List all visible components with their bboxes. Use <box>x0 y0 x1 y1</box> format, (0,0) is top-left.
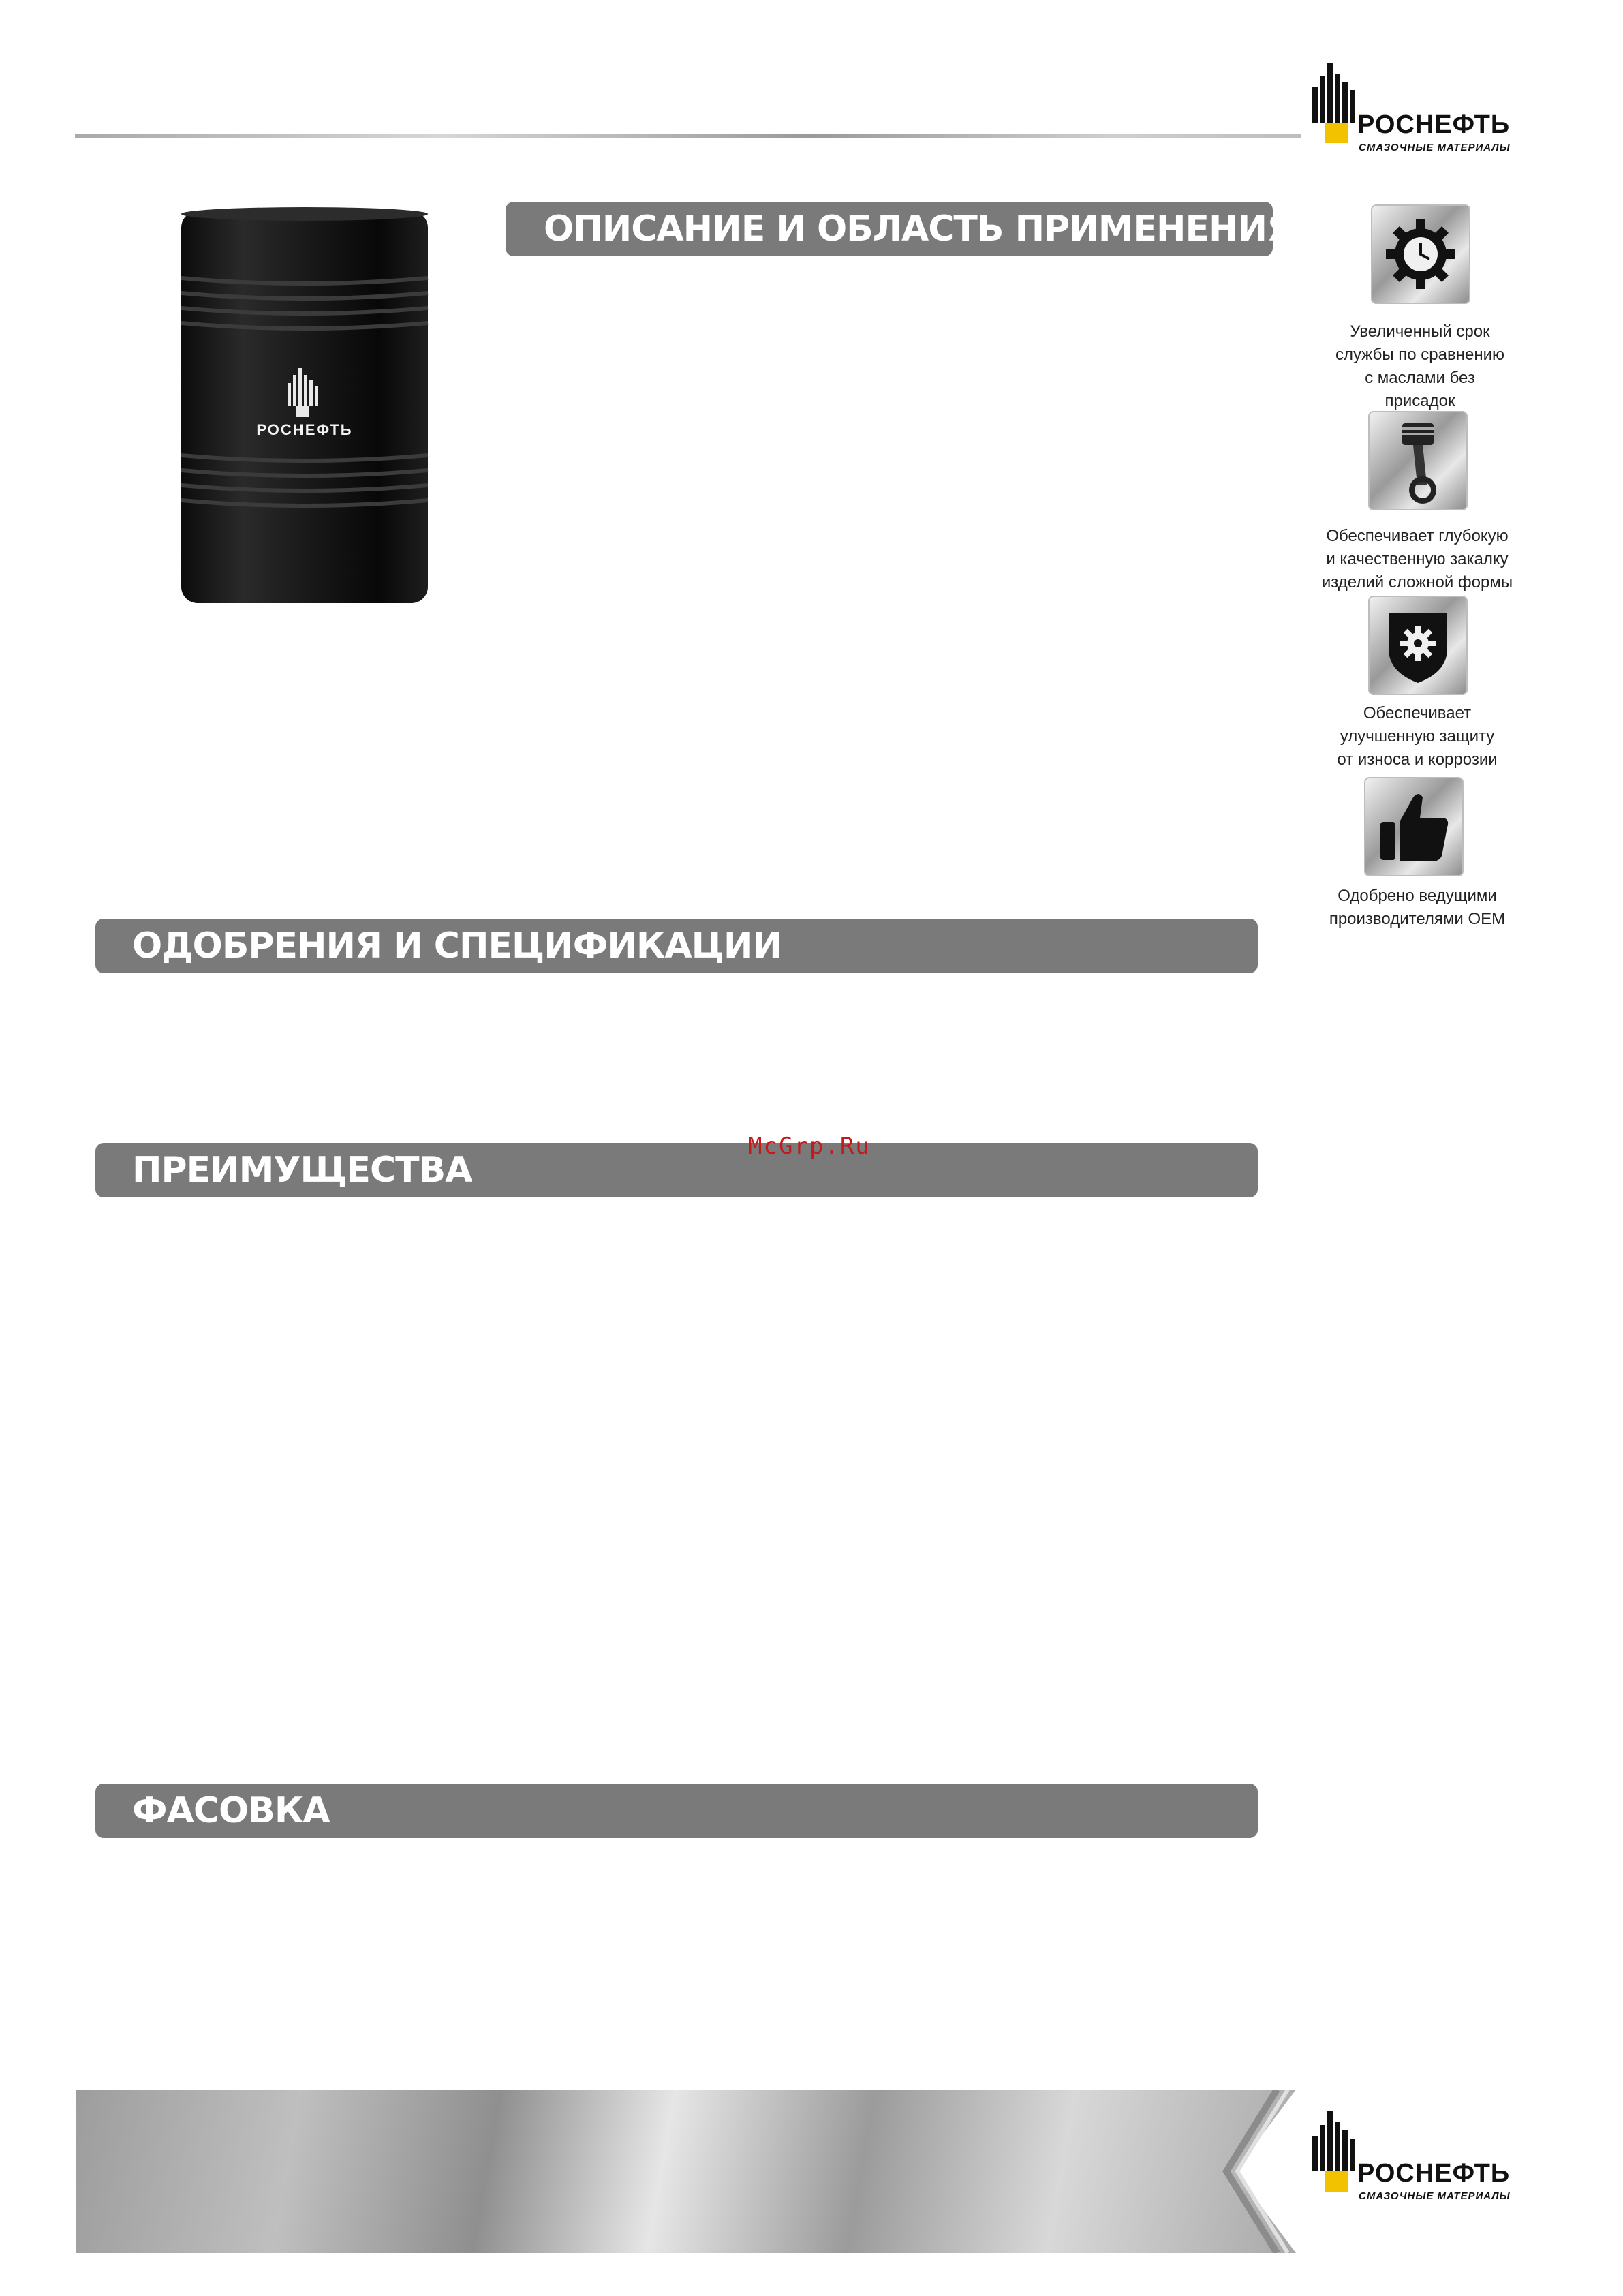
barrel-image <box>179 204 431 610</box>
header-logo <box>1310 59 1555 161</box>
feature-text-1: Увеличенный срок службы по сравнению с маслами без присадок <box>1335 322 1504 410</box>
logo-subtitle: СМАЗОЧНЫЕ МАТЕРИАЛЫ <box>1359 142 1511 153</box>
section-description-title: ОПИСАНИЕ И ОБЛАСТЬ ПРИМЕНЕНИЯ <box>506 202 1273 256</box>
piston-icon <box>1368 411 1468 510</box>
section-packaging-title: ФАСОВКА <box>95 1784 1258 1838</box>
section-advantages-title: ПРЕИМУЩЕСТВА <box>95 1143 1258 1197</box>
section-approvals-title: ОДОБРЕНИЯ И СПЕЦИФИКАЦИИ <box>95 919 1258 973</box>
gear-clock-icon <box>1371 204 1470 304</box>
rosneft-emblem-icon <box>1310 59 1364 147</box>
footer-logo-brand: РОСНЕФТЬ <box>1357 2159 1511 2188</box>
shield-gear-icon <box>1368 596 1468 695</box>
feature-text-3: Обеспечивает улучшенную защиту от износа и коррозии <box>1337 704 1498 769</box>
footer-band <box>76 2090 1296 2253</box>
logo-brand: РОСНЕФТЬ <box>1357 110 1511 139</box>
feature-text-2: Обеспечивает глубокую и качественную закалку изделий сложной формы <box>1321 527 1513 592</box>
footer-logo-subtitle: СМАЗОЧНЫЕ МАТЕРИАЛЫ <box>1359 2190 1511 2202</box>
footer-logo <box>1310 2107 1555 2209</box>
feature-text-4: Одобрено ведущими производителями OEM <box>1329 887 1506 928</box>
barrel-label: РОСНЕФТЬ <box>256 421 353 438</box>
rosneft-emblem-icon <box>1310 2107 1364 2196</box>
footer-chevron <box>1220 2090 1315 2253</box>
watermark: McGrp.Ru <box>748 1133 871 1160</box>
thumbs-up-icon <box>1364 777 1464 876</box>
header-rule <box>75 134 1301 138</box>
